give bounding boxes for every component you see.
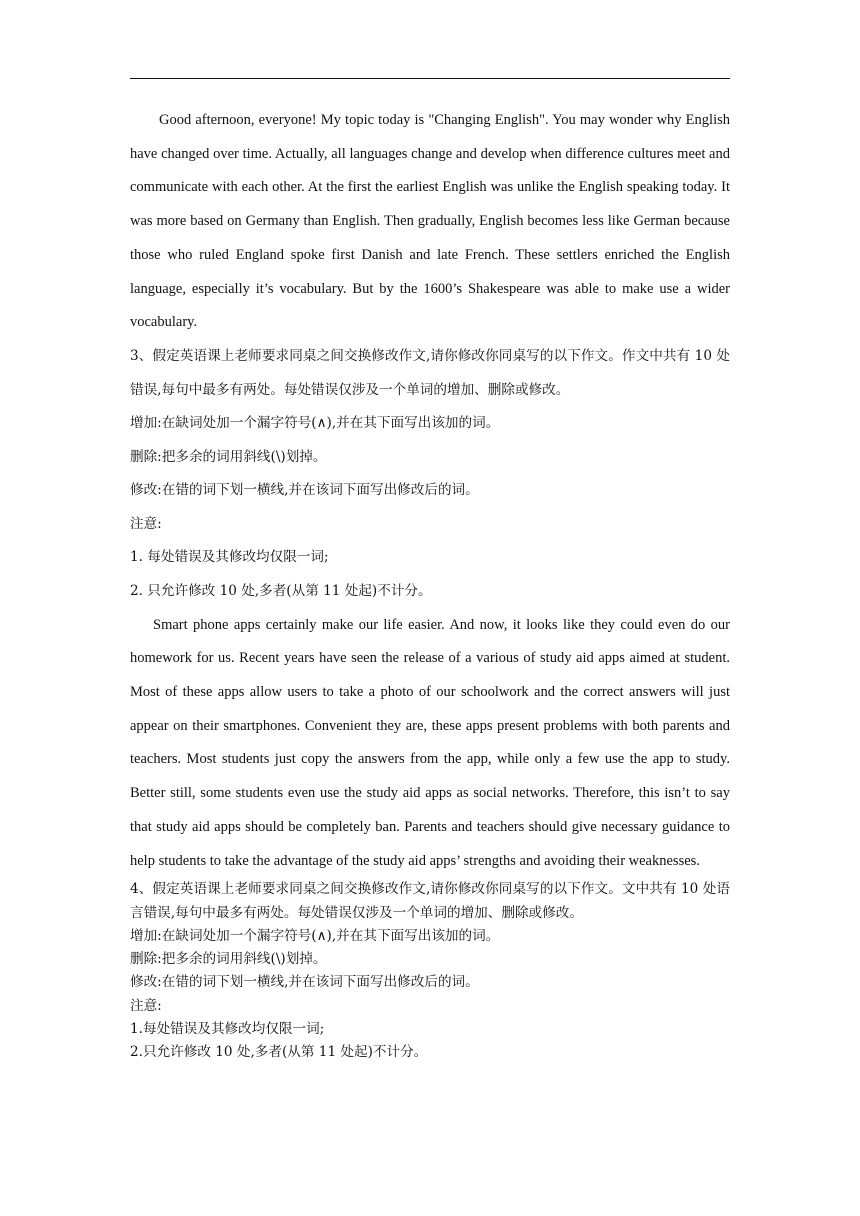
q4-note-1: 1.每处错误及其修改均仅限一词; [130,1021,325,1038]
q3-instruction: 3、假定英语课上老师要求同桌之间交换修改作文,请你修改你同桌写的以下作文。作文中共有 10 处错误,每句中最多有两处。每处错误仅涉及一个单词的增加、删除或修改。 [130,347,730,398]
question-4 [130,878,730,1064]
q3-add-rule: 增加:在缺词处加一个漏字符号(∧),并在其下面写出该加的词。 [130,415,500,432]
question-3 [130,340,730,878]
q4-note-2: 2.只允许修改 10 处,多者(从第 11 处起)不计分。 [130,1044,428,1061]
passage-changing-english: Good afternoon, everyone! My topic today is "Changing English". You may wonder why English have changed over time. Actually, all languages change and develop when difference cultures meet and communicate with each other. At the first the earliest English was unlike the English speaking today. It was more based on Germany than English. Then gradually, English becomes less like German because those who ruled England spoke first Danish and late French. These settlers enriched the English language, especially it’s vocabulary. But by the 1600’s Shakespeare was able to make use a wider vocabulary. [130,112,730,331]
q4-add-rule: 增加:在缺词处加一个漏字符号(∧),并在其下面写出该加的词。 [130,927,500,944]
q4-delete-rule: 删除:把多余的词用斜线(\)划掉。 [130,951,327,968]
q3-passage-smart-phone-apps: Smart phone apps certainly make our life easier. And now, it looks like they could even do our homework for us. Recent years have seen the release of a various of study aid apps aimed at student. Most of these apps allow users to take a photo of our schoolwork and the correct answers will just appear on their smartphones. Convenient they are, these apps present problems with both parents and teachers. Most students just copy the answers from the app, while only a few use the app to study. Better still, some students even use the study aid apps as social networks. Therefore, this isn’t to say that study aid apps should be completely ban. Parents and teachers should give necessary guidance to help students to take the advantage of the study aid apps’ strengths and avoiding their weaknesses. [130,616,730,869]
q4-instruction: 4、假定英语课上老师要求同桌之间交换修改作文,请你修改你同桌写的以下作文。文中共有 10 处语言错误,每句中最多有两处。每处错误仅涉及一个单词的增加、删除或修改。 [130,881,731,921]
q4-modify-rule: 修改:在错的词下划一横线,并在该词下面写出修改后的词。 [130,974,479,991]
q3-note-1: 1. 每处错误及其修改均仅限一词; [130,549,329,566]
header-rule [130,78,730,79]
q4-note-title: 注意: [130,997,162,1014]
q3-delete-rule: 删除:把多余的词用斜线(\)划掉。 [130,448,327,465]
q3-modify-rule: 修改:在错的词下划一横线,并在该词下面写出修改后的词。 [130,482,479,499]
document-body [130,104,730,1065]
q3-note-title: 注意: [130,515,162,532]
q3-note-2: 2. 只允许修改 10 处,多者(从第 11 处起)不计分。 [130,583,432,600]
